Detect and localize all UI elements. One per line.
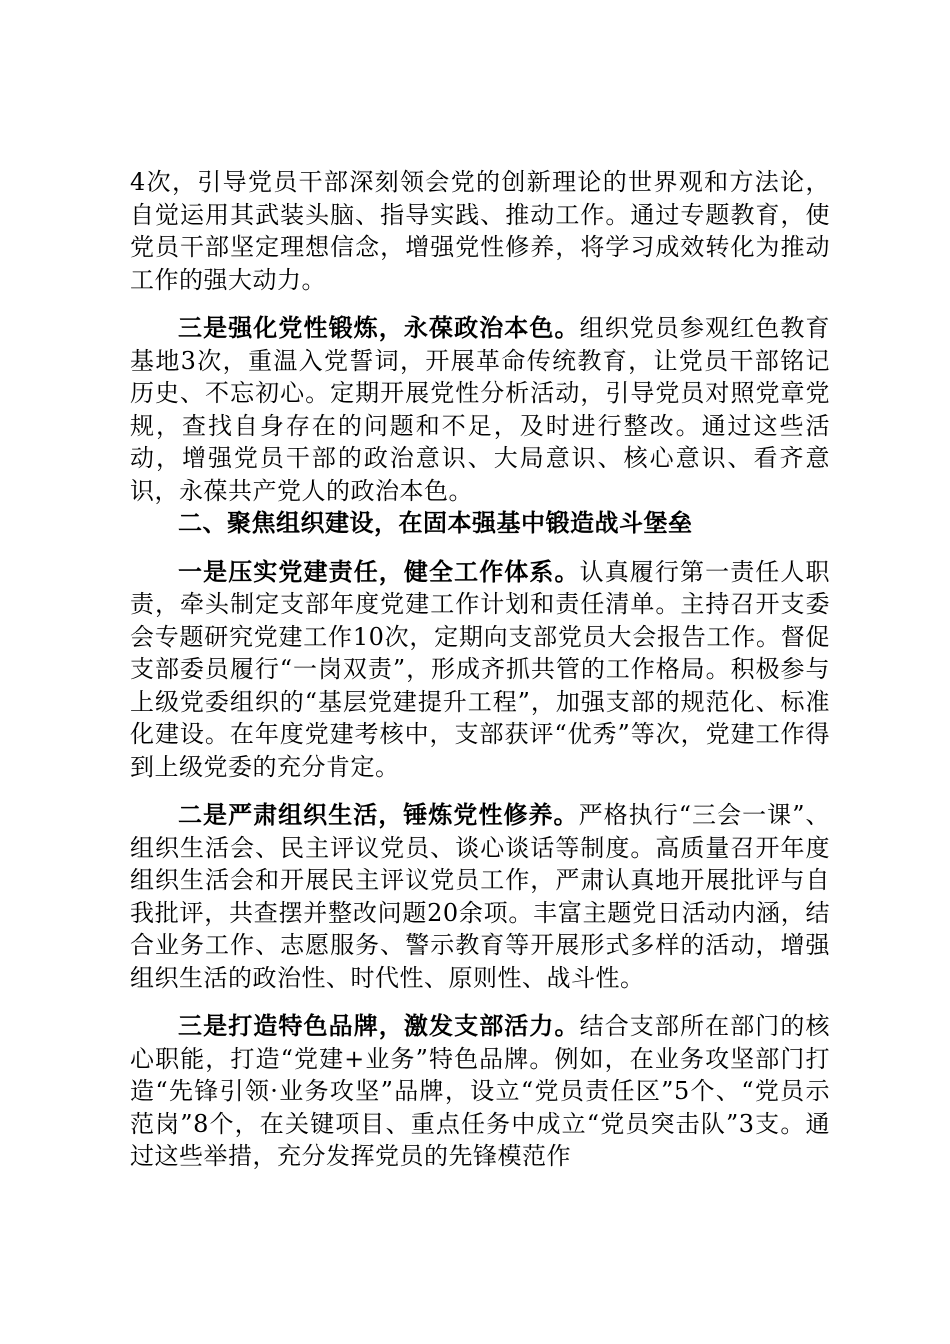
paragraph-text: 认真履行第一责任人职责，牵头制定支部年度党建工作计划和责任清单。主持召开支委会专题研究党建工作10次，定期向支部党员大会报告工作。督促支部委员履行“一岗双责”，形成齐抓共管的工作格局。积极参与上级党委组织的“基层党建提升工程”，加强支部的规范化、标准化建设。在年度党建考核中，支部获评“优秀”等次，党建工作得到上级党委的充分肯定。	[130, 557, 831, 781]
section-heading: 二、聚焦组织建设，在固本强基中锻造战斗堡垒	[178, 508, 693, 537]
paragraph-responsibility	[130, 556, 830, 784]
paragraph-lead: 三是强化党性锻炼，永葆政治本色。	[178, 313, 580, 342]
paragraph-text: 严格执行“三会一课”、组织生活会、民主评议党员、谈心谈话等制度。高质量召开年度组织生活会和开展民主评议党员工作，严肃认真地开展批评与自我批评，共查摆并整改问题20余项。丰富主题党日活动内涵，结合业务工作、志愿服务、警示教育等开展形式多样的活动，增强组织生活的政治性、时代性、原则性、战斗性。	[130, 801, 830, 992]
document-page	[130, 166, 830, 1173]
paragraph-text: 组织党员参观红色教育基地3次，重温入党誓词，开展革命传统教育，让党员干部铭记历史、不忘初心。定期开展党性分析活动，引导党员对照党章党规，查找自身存在的问题和不足，及时进行整改。通过这些活动，增强党员干部的政治意识、大局意识、核心意识、看齐意识，永葆共产党人的政治本色。	[130, 314, 831, 505]
paragraph-lead: 一是压实党建责任，健全工作体系。	[178, 556, 580, 586]
paragraph-text: 4次，引导党员干部深刻领会党的创新理论的世界观和方法论，自觉运用其武装头脑、指导实践、推动工作。通过专题教育，使党员干部坚定理想信念，增强党性修养，将学习成效转化为推动工作的强大动力。	[130, 168, 830, 294]
paragraph-party-spirit	[130, 312, 830, 507]
paragraph-lead: 三是打造特色品牌，激发支部活力。	[178, 1011, 580, 1040]
paragraph-text: 结合支部所在部门的核心职能，打造“党建+业务”特色品牌。例如，在业务攻坚部门打造“先锋引领·业务攻坚”品牌，设立“党员责任区”5个、“党员示范岗”8个，在关键项目、重点任务中成立“党员突击队”3支。通过这些举措，充分发挥党员的先锋模范作	[130, 1012, 831, 1170]
paragraph-brand	[130, 1010, 830, 1173]
paragraph-continuation	[130, 166, 830, 296]
paragraph-organization-life	[130, 799, 830, 994]
paragraph-lead: 二是严肃组织生活，锤炼党性修养。	[178, 800, 579, 829]
